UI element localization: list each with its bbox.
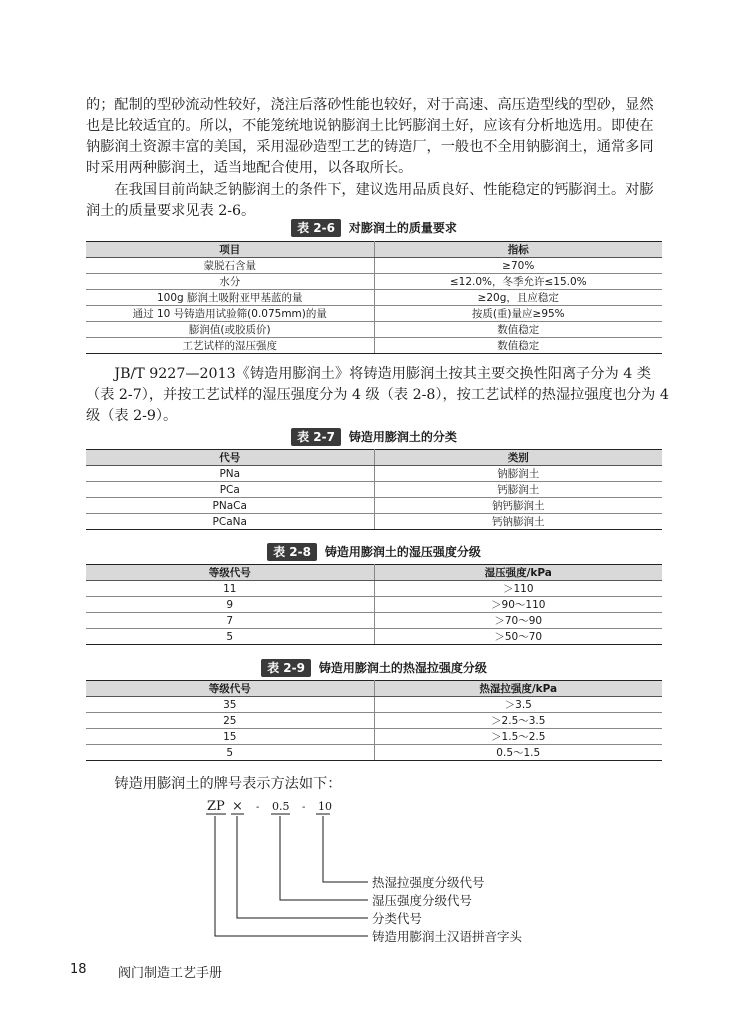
table-cell: 11 [86, 581, 374, 597]
table-number: 表 2-7 [291, 428, 341, 446]
leader-label: 铸造用膨润土汉语拼音字头 [372, 929, 523, 944]
table-number: 表 2-8 [267, 543, 317, 561]
leader-line [280, 816, 368, 900]
table-cell: 25 [86, 713, 374, 729]
table-cell: 膨润值(或胶质价) [86, 322, 374, 338]
table-cell: 0.5～1.5 [374, 745, 662, 761]
text-line: 级（表 2-9）。 [86, 408, 178, 424]
table-title: 对膨润土的质量要求 [348, 221, 457, 235]
table-number: 表 2-9 [261, 659, 311, 677]
column-header: 指标 [374, 242, 662, 258]
column-header: 等级代号 [86, 681, 374, 697]
table-cell: 钠膨润土 [374, 466, 662, 482]
table-cell: 数值稳定 [374, 338, 662, 354]
text-line: 钠膨润土资源丰富的美国，采用湿砂造型工艺的铸造厂，一般也不全用钠膨润土，通常多同 [86, 139, 654, 155]
table-cell: 水分 [86, 274, 374, 290]
page-number: 18 [70, 962, 87, 977]
table-cell: ＞2.5～3.5 [374, 713, 662, 729]
code-05: 0.5 [272, 800, 290, 813]
table-cell: PNa [86, 466, 374, 482]
column-header: 类别 [374, 450, 662, 466]
column-header: 湿压强度/kPa [374, 565, 662, 581]
table-cell: ≥20g，且应稳定 [374, 290, 662, 306]
leader-label: 分类代号 [372, 911, 423, 926]
leader-line [237, 816, 368, 918]
table-cell: 15 [86, 729, 374, 745]
code-x: × [232, 799, 243, 814]
text-line: JB/T 9227—2013《铸造用膨润土》将铸造用膨润土按其主要交换性阳离子分为 4 类 [86, 366, 651, 382]
table-title: 铸造用膨润土的热湿拉强度分级 [318, 661, 487, 675]
table-cell: PCaNa [86, 514, 374, 530]
table-cell: 5 [86, 629, 374, 645]
table-cell: PNaCa [86, 498, 374, 514]
table-cell: 5 [86, 745, 374, 761]
column-header: 热湿拉强度/kPa [374, 681, 662, 697]
table-cell: ＞70～90 [374, 613, 662, 629]
table-cell: ＞1.5～2.5 [374, 729, 662, 745]
column-header: 项目 [86, 242, 374, 258]
table-cell: 100g 膨润土吸附亚甲基蓝的量 [86, 290, 374, 306]
text-line: 的；配制的型砂流动性较好，浇注后落砂性能也较好，对于高速、高压造型线的型砂，显然 [86, 97, 654, 113]
leader-label: 热湿拉强度分级代号 [372, 875, 485, 890]
text-line: 润土的质量要求见表 2-6。 [86, 203, 256, 219]
table-cell: 工艺试样的湿压强度 [86, 338, 374, 354]
column-header: 等级代号 [86, 565, 374, 581]
text-line: 时采用两种膨润土，适当地配合使用，以各取所长。 [86, 160, 413, 176]
table-cell: 9 [86, 597, 374, 613]
table-cell: 按质(重)量应≥95% [374, 306, 662, 322]
text-line: 在我国目前尚缺乏钠膨润土的条件下，建议选用品质良好、性能稳定的钙膨润土。对膨 [86, 182, 654, 198]
text-line: 也是比较适宜的。所以，不能笼统地说钠膨润土比钙膨润土好，应该有分析地选用。即使在 [86, 118, 654, 134]
table-cell: ≥70% [374, 258, 662, 274]
code-10: 10 [318, 800, 332, 813]
leader-line [323, 816, 368, 882]
table-cell: ＞3.5 [374, 697, 662, 713]
code-zp: ZP [207, 799, 225, 814]
table-cell: 钙钠膨润土 [374, 514, 662, 530]
table-cell: 7 [86, 613, 374, 629]
table-cell: ＞50～70 [374, 629, 662, 645]
table-title: 铸造用膨润土的分类 [348, 430, 457, 444]
table-cell: 钠钙膨润土 [374, 498, 662, 514]
table-cell: 通过 10 号铸造用试验筛(0.075mm)的量 [86, 306, 374, 322]
table-cell: ＞110 [374, 581, 662, 597]
code-dash: - [302, 802, 306, 813]
table-cell: ＞90～110 [374, 597, 662, 613]
table-cell: 蒙脱石含量 [86, 258, 374, 274]
table-cell: 数值稳定 [374, 322, 662, 338]
table-title: 铸造用膨润土的湿压强度分级 [324, 545, 481, 559]
code-dash: - [256, 802, 260, 813]
table-cell: ≤12.0%，冬季允许≤15.0% [374, 274, 662, 290]
text-line: （表 2-7），并按工艺试样的湿压强度分为 4 级（表 2-8），按工艺试样的热湿拉强度也分为 4 [86, 387, 669, 403]
column-header: 代号 [86, 450, 374, 466]
table-cell: PCa [86, 482, 374, 498]
leader-label: 湿压强度分级代号 [372, 893, 473, 908]
table-number: 表 2-6 [291, 219, 341, 237]
text-line: 铸造用膨润土的牌号表示方法如下： [86, 776, 342, 792]
table-cell: 35 [86, 697, 374, 713]
table-cell: 钙膨润土 [374, 482, 662, 498]
book-title: 阀门制造工艺手册 [118, 966, 223, 981]
